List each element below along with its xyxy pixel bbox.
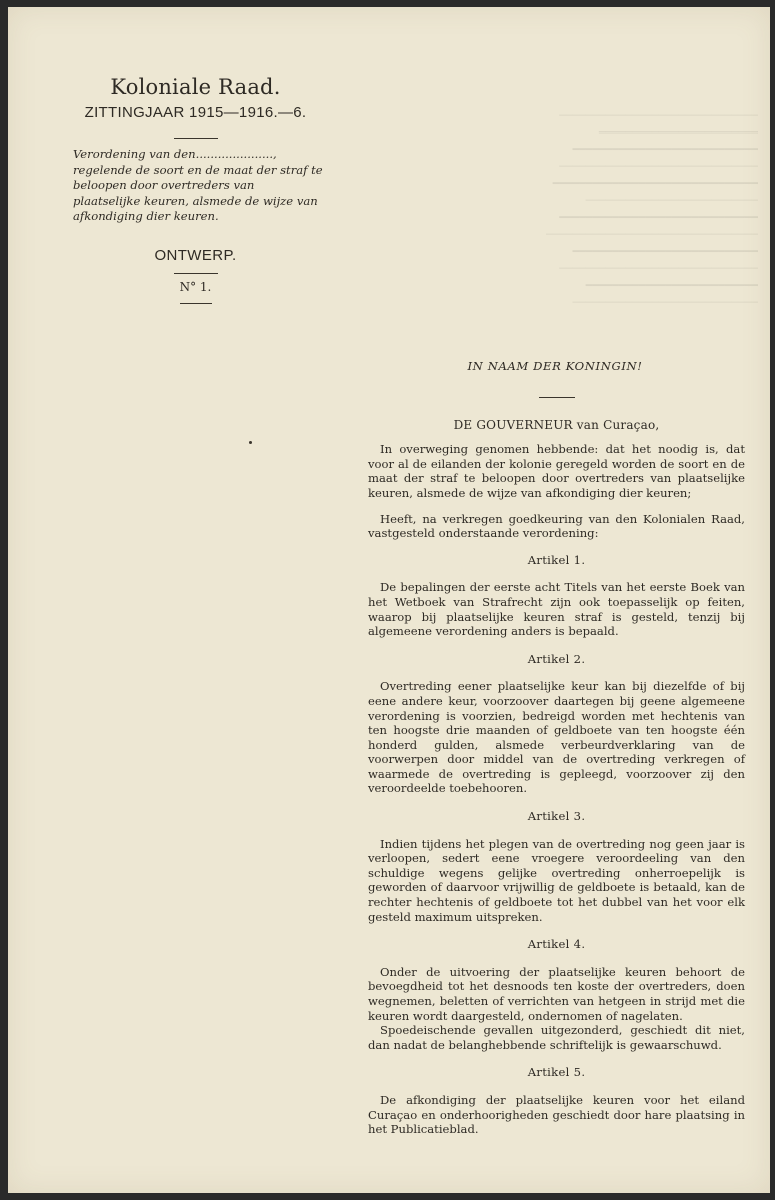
article-body bbox=[368, 1093, 745, 1137]
article-paragraph: Overtreding eener plaatselijke keur kan bij diezelfde of bij eene andere keur, voorzoover daartegen bij geene algemeene verordening is voorzien, bedreigd worden met hechtenis van ten hoogste drie maanden of geldboete van ten hoogste één honderd gulden, alsmede verbeurdverklaring van de voorwerpen door middel van de overtreding verkregen of waarmede de overtreding is gepleegd, voorzoover zij den veroordeelde toebehooren. bbox=[368, 679, 745, 796]
enactment-paragraph: Heeft, na verkregen goedkeuring van den Kolonialen Raad, vastgesteld onderstaande verordening: bbox=[368, 511, 745, 541]
article-body bbox=[368, 679, 745, 796]
governor-line: DE GOUVERNEUR van Curaçao, bbox=[453, 417, 660, 432]
divider bbox=[174, 273, 218, 274]
article-heading: Artikel 5. bbox=[527, 1065, 586, 1080]
divider bbox=[539, 397, 575, 398]
paper-speck bbox=[249, 441, 252, 444]
decree-column bbox=[368, 359, 745, 1137]
article-paragraph: Indien tijdens het plegen van de overtreding nog geen jaar is verloopen, sedert eene vroegere veroordeeling van den schuldige wegens gelijke overtreding onherroepelijk is geworden of daarvoor vrijwillig de geldboete is betaald, kan de rechter hechtenis of geldboete tot het dubbel van het voor elk gesteld maximum uitspreken. bbox=[368, 836, 745, 924]
article-paragraph: De bepalingen der eerste acht Titels van het eerste Boek van het Wetboek van Strafrecht zijn ook toepasselijk op feiten, waarop bij plaatselijke keuren straf is gesteld, tenzij bij algemeene verordening anders is bepaald. bbox=[368, 580, 745, 639]
decree-invocation: IN NAAM DER KONINGIN! bbox=[467, 359, 643, 373]
session-year: ZITTINGJAAR 1915—1916.—6. bbox=[84, 104, 307, 121]
article-paragraph: De afkondiging der plaatselijke keuren voor het eiland Curaçao en onderhoorigheden geschiedt door hare plaatsing in het Publicatieblad. bbox=[368, 1092, 745, 1137]
article-heading: Artikel 1. bbox=[527, 552, 586, 567]
ordinance-subject: Verordening van den....................., regelende de soort en de maat der straf te beloopen door overtreders van plaatselijke keuren, alsmede de wijze van afkondiging dier keuren. bbox=[73, 147, 323, 223]
draft-label: ONTWERP. bbox=[154, 246, 237, 264]
document-page bbox=[8, 7, 770, 1193]
article-paragraph: Onder de uitvoering der plaatselijke keuren behoort de bevoegdheid tot het desnoods ten koste der overtreders, doen wegnemen, beletten of verrichten van hetgeen in strijd met die keuren wordt daargesteld, ondernomen of nagelaten. bbox=[368, 964, 745, 1023]
divider bbox=[174, 138, 218, 139]
bleed-through-text: ────────────────────────────── ════════════════════════ ━━━━━━━━━━━━━━━━━━━━━━━━━━━━ ────────────────────────────── ━━━━━━━━━━━━━━━━━━━━━━━━━━━━━━━ ────────────────────────── ━━━━━━━━━━━━━━━━━━━━━━━━━━━━━━ ──────────────────────────────── ━━━━━━━━━━━━━━━━━━━━━━━━━━━━ ────────────────────────────── ━━━━━━━━━━━━━━━━━━━━━━━━━━ ──────────────────────────── bbox=[546, 109, 758, 309]
article-heading: Artikel 2. bbox=[527, 651, 586, 666]
article-paragraph: Spoedeischende gevallen uitgezonderd, geschiedt dit niet, dan nadat de belanghebbende schriftelijk is gewaarschuwd. bbox=[368, 1023, 745, 1052]
council-title: Koloniale Raad. bbox=[110, 75, 281, 99]
article-body bbox=[368, 965, 745, 1053]
article-body bbox=[368, 837, 745, 925]
header-column bbox=[63, 72, 328, 304]
consideration-paragraph: In overweging genomen hebbende: dat het noodig is, dat voor al de eilanden der kolonie geregeld worden de soort en de maat der straf te beloopen door overtreders van plaatselijke keuren, alsmede de wijze van afkondiging dier keuren; bbox=[368, 442, 745, 500]
divider bbox=[180, 303, 212, 304]
document-number: N° 1. bbox=[179, 279, 212, 294]
article-body bbox=[368, 580, 745, 638]
article-heading: Artikel 3. bbox=[527, 809, 586, 824]
article-heading: Artikel 4. bbox=[527, 937, 586, 952]
